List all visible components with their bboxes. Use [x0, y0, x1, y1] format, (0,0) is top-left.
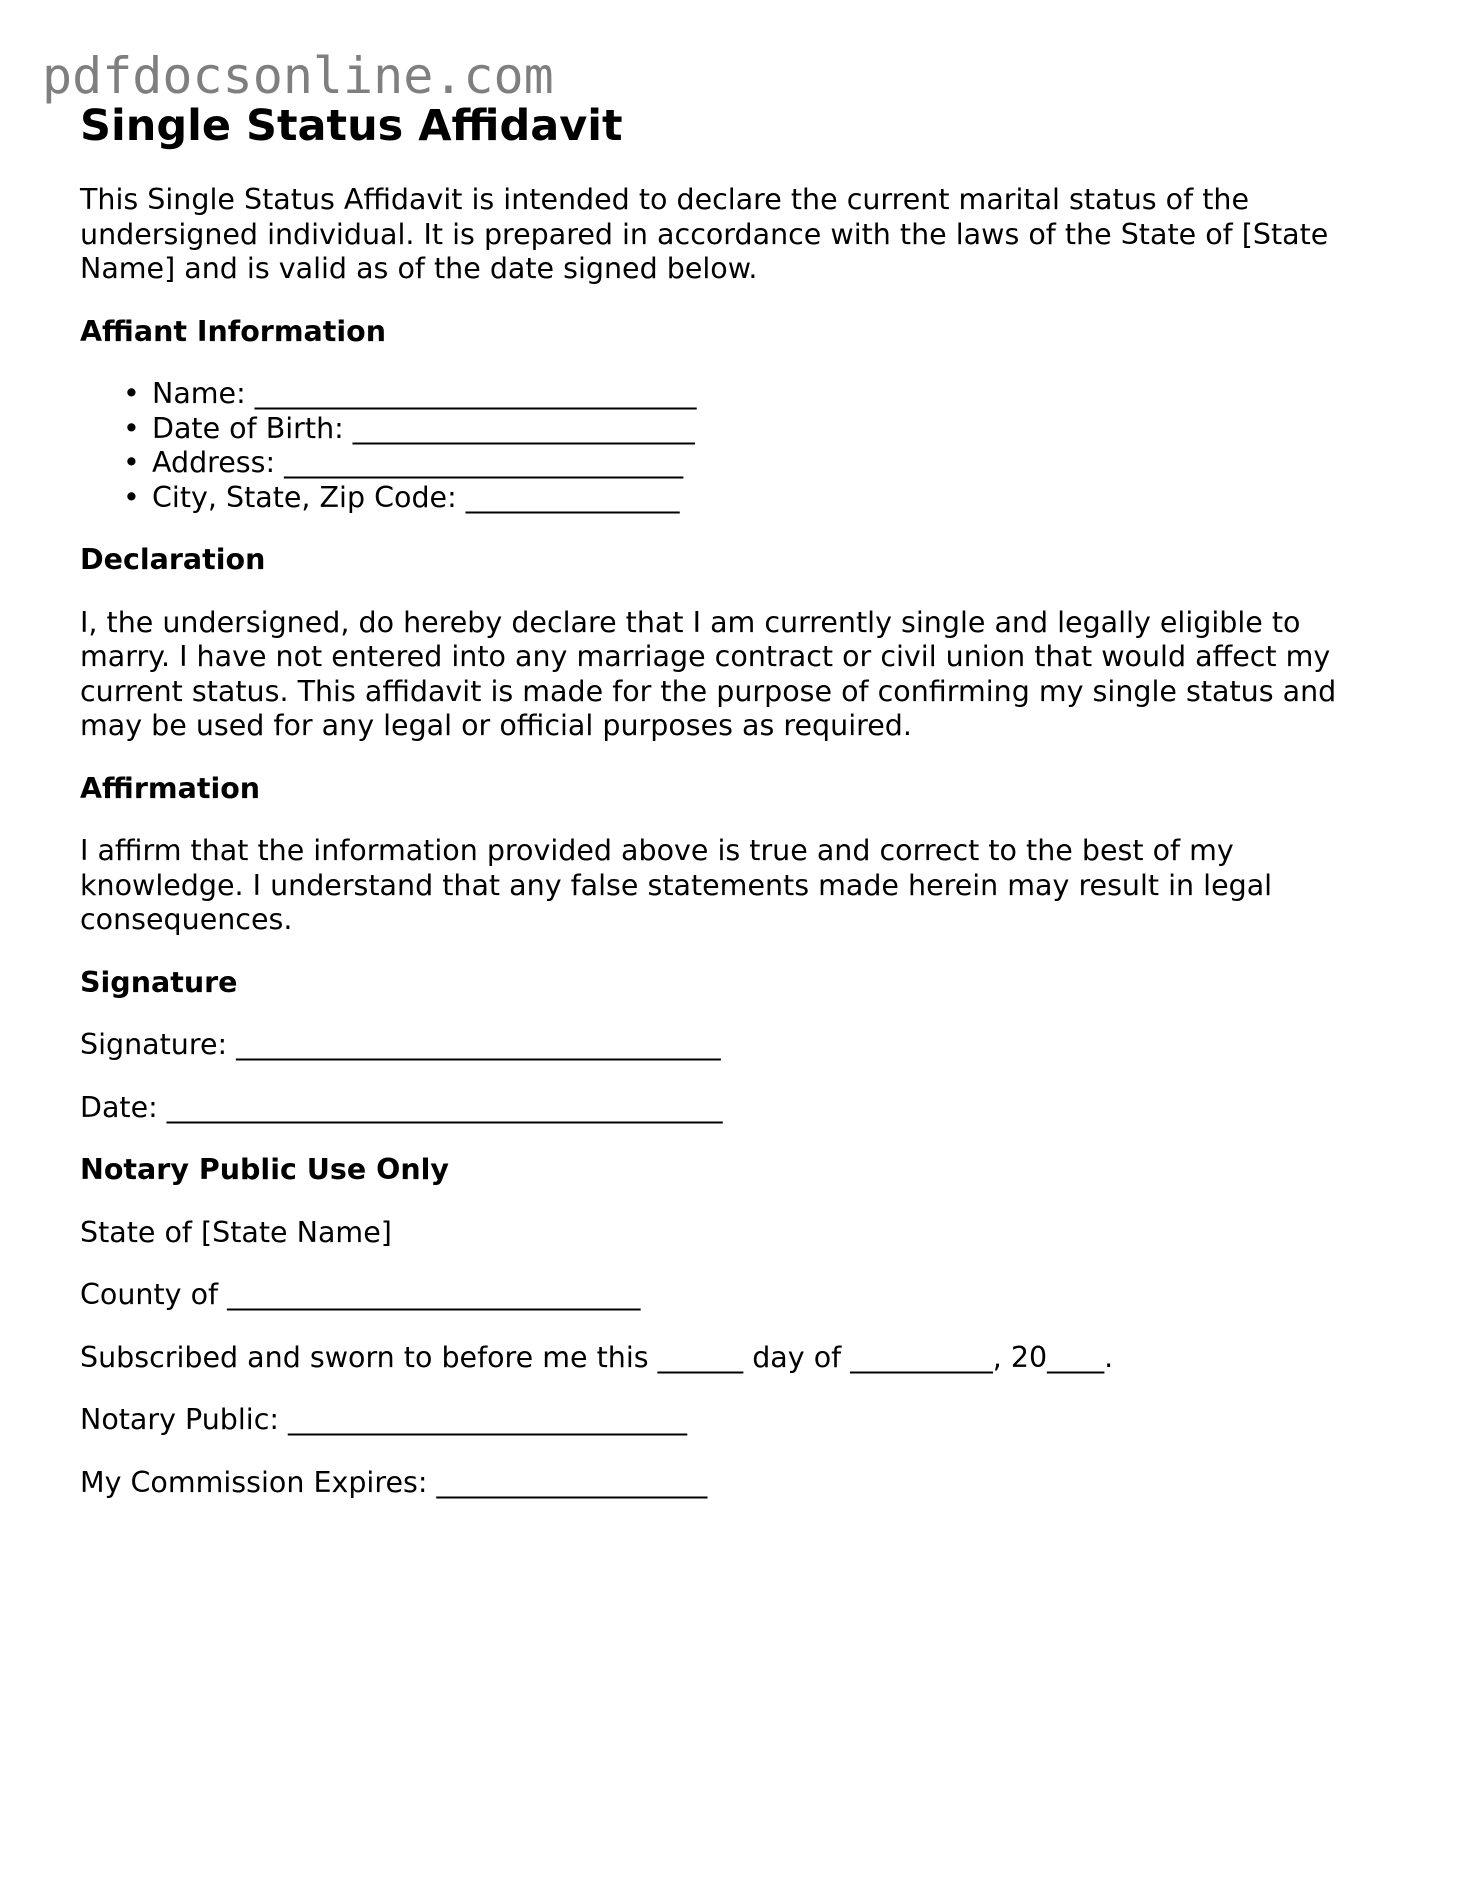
notary-sworn-line: Subscribed and sworn to before me this ______ day of __________, 20____.	[80, 1340, 1114, 1374]
notary-state-line: State of [State Name]	[80, 1215, 392, 1249]
notary-heading: Notary Public Use Only	[80, 1153, 449, 1186]
list-item	[80, 412, 1380, 447]
watermark-text: pdfdocsonline.com	[42, 47, 554, 105]
bullet-icon: •	[123, 480, 140, 514]
affirmation-paragraph: I affirm that the information provided above is true and correct to the best of my knowledge. I understand that any false statements made herein may result in legal consequences.	[80, 834, 1273, 936]
affiant-address-field: Address: ____________________________	[152, 446, 684, 479]
affiant-name-field: Name: _______________________________	[152, 377, 697, 410]
document-title: Single Status Affidavit	[80, 101, 623, 151]
affiant-heading: Affiant Information	[80, 314, 387, 348]
bullet-icon: •	[123, 377, 140, 410]
affiant-list	[80, 377, 1380, 515]
bullet-icon: •	[123, 411, 140, 445]
notary-public-line: Notary Public: ____________________________	[80, 1403, 688, 1436]
signature-heading: Signature	[80, 965, 238, 999]
signature-line: Signature: __________________________________	[80, 1028, 721, 1061]
list-item	[80, 446, 1380, 481]
list-item	[80, 481, 1380, 516]
declaration-heading: Declaration	[80, 543, 266, 576]
notary-county-line: County of _____________________________	[80, 1278, 641, 1311]
affiant-dob-field: Date of Birth: ________________________	[152, 411, 695, 445]
affiant-city-field: City, State, Zip Code: _______________	[152, 480, 680, 514]
list-item	[80, 377, 1380, 412]
bullet-icon: •	[123, 446, 140, 479]
document-page	[80, 98, 1380, 1500]
notary-commission-line: My Commission Expires: ___________________	[80, 1465, 708, 1499]
signature-date-line: Date: _______________________________________	[80, 1090, 723, 1124]
declaration-paragraph: I, the undersigned, do hereby declare that I am currently single and legally eligible to marry. I have not entered into any marriage contract or civil union that would affect my current status. This affidavit is made for the purpose of confirming my single status and may be used for any legal or official purposes as required.	[80, 605, 1337, 742]
affirmation-heading: Affirmation	[80, 771, 261, 805]
intro-paragraph: This Single Status Affidavit is intended to declare the current marital status of the undersigned individual. It is prepared in accordance with the laws of the State of [State Name] and is valid as of the date signed below.	[80, 183, 1329, 285]
